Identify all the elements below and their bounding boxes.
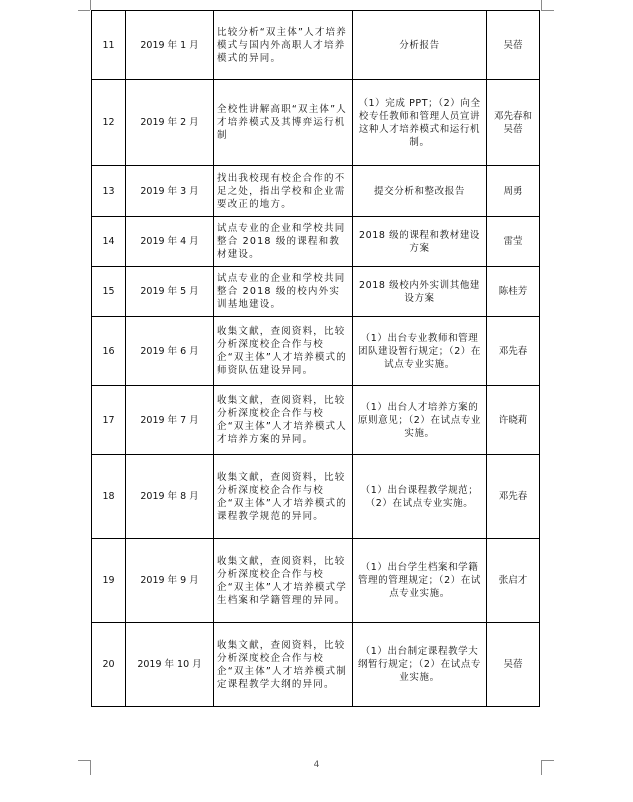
- table-row: [92, 623, 540, 707]
- row-person: 邓先春和吴蓓: [487, 80, 540, 166]
- table-row: [92, 386, 540, 455]
- row-output: 2018 级的课程和教材建设方案: [353, 217, 487, 267]
- row-task: 试点专业的企业和学校共同整合 2018 级的校内外实训基地建设。: [214, 267, 353, 317]
- table-row: [92, 217, 540, 267]
- row-task: 找出我校现有校企合作的不足之处，指出学校和企业需要改正的地方。: [214, 166, 353, 217]
- row-output: （1）出台专业教师和管理团队建设暂行规定；（2）在试点专业实施。: [353, 317, 487, 386]
- row-output: （1）完成 PPT；（2）向全校专任教师和管理人员宣讲这种人才培养模式和运行机制。: [353, 80, 487, 166]
- row-person: 张启才: [487, 539, 540, 623]
- row-output: 提交分析和整改报告: [353, 166, 487, 217]
- table-row: [92, 166, 540, 217]
- row-number: 20: [92, 623, 126, 707]
- row-number: 16: [92, 317, 126, 386]
- row-number: 13: [92, 166, 126, 217]
- row-date: 2019 年 10 月: [126, 623, 214, 707]
- row-number: 18: [92, 455, 126, 539]
- row-task: 收集文献，查阅资料，比较分析深度校企合作与校企“双主体”人才培养模式制定课程教学大纲的异同。: [214, 623, 353, 707]
- row-output: （1）出台制定课程教学大纲暂行规定；（2）在试点专业实施。: [353, 623, 487, 707]
- row-person: 邓先春: [487, 455, 540, 539]
- work-plan-table: [91, 10, 540, 707]
- crop-mark-top-right-h: [541, 10, 554, 11]
- row-number: 19: [92, 539, 126, 623]
- crop-mark-top-left-v: [90, 0, 91, 10]
- table-row: [92, 317, 540, 386]
- crop-mark-top-right-v: [541, 0, 542, 10]
- row-date: 2019 年 3 月: [126, 166, 214, 217]
- row-number: 17: [92, 386, 126, 455]
- row-output: （1）出台课程教学规范；（2）在试点专业实施。: [353, 455, 487, 539]
- row-person: 周勇: [487, 166, 540, 217]
- row-person: 许晓莉: [487, 386, 540, 455]
- page-number: 4: [313, 760, 320, 770]
- table-row: [92, 80, 540, 166]
- row-date: 2019 年 7 月: [126, 386, 214, 455]
- row-date: 2019 年 9 月: [126, 539, 214, 623]
- table-row: [92, 267, 540, 317]
- table-row: [92, 539, 540, 623]
- row-number: 15: [92, 267, 126, 317]
- row-date: 2019 年 1 月: [126, 11, 214, 80]
- row-number: 14: [92, 217, 126, 267]
- row-person: 吴蓓: [487, 623, 540, 707]
- table-row: [92, 11, 540, 80]
- row-date: 2019 年 8 月: [126, 455, 214, 539]
- row-number: 12: [92, 80, 126, 166]
- row-date: 2019 年 2 月: [126, 80, 214, 166]
- row-output: （1）出台人才培养方案的原则意见；（2）在试点专业实施。: [353, 386, 487, 455]
- row-task: 收集文献，查阅资料，比较分析深度校企合作与校企“双主体”人才培养模式学生档案和学籍管理的异同。: [214, 539, 353, 623]
- row-task: 收集文献，查阅资料，比较分析深度校企合作与校企“双主体”人才培养模式的师资队伍建设异同。: [214, 317, 353, 386]
- row-person: 邓先春: [487, 317, 540, 386]
- row-task: 收集文献，查阅资料，比较分析深度校企合作与校企“双主体”人才培养模式的课程教学规范的异同。: [214, 455, 353, 539]
- row-person: 雷莹: [487, 217, 540, 267]
- row-date: 2019 年 5 月: [126, 267, 214, 317]
- crop-mark-top-left-h: [78, 10, 90, 11]
- row-output: 2018 级校内外实训其他建设方案: [353, 267, 487, 317]
- row-person: 陈桂芳: [487, 267, 540, 317]
- row-task: 收集文献，查阅资料，比较分析深度校企合作与校企“双主体”人才培养模式人才培养方案的异同。: [214, 386, 353, 455]
- row-date: 2019 年 6 月: [126, 317, 214, 386]
- row-person: 吴蓓: [487, 11, 540, 80]
- table-row: [92, 455, 540, 539]
- row-output: （1）出台学生档案和学籍管理的管理规定；（2）在试点专业实施。: [353, 539, 487, 623]
- row-number: 11: [92, 11, 126, 80]
- row-task: 全校性讲解高职“双主体”人才培养模式及其博弈运行机制: [214, 80, 353, 166]
- row-task: 试点专业的企业和学校共同整合 2018 级的课程和教材建设。: [214, 217, 353, 267]
- row-task: 比较分析“双主体”人才培养模式与国内外高职人才培养模式的异同。: [214, 11, 353, 80]
- row-output: 分析报告: [353, 11, 487, 80]
- row-date: 2019 年 4 月: [126, 217, 214, 267]
